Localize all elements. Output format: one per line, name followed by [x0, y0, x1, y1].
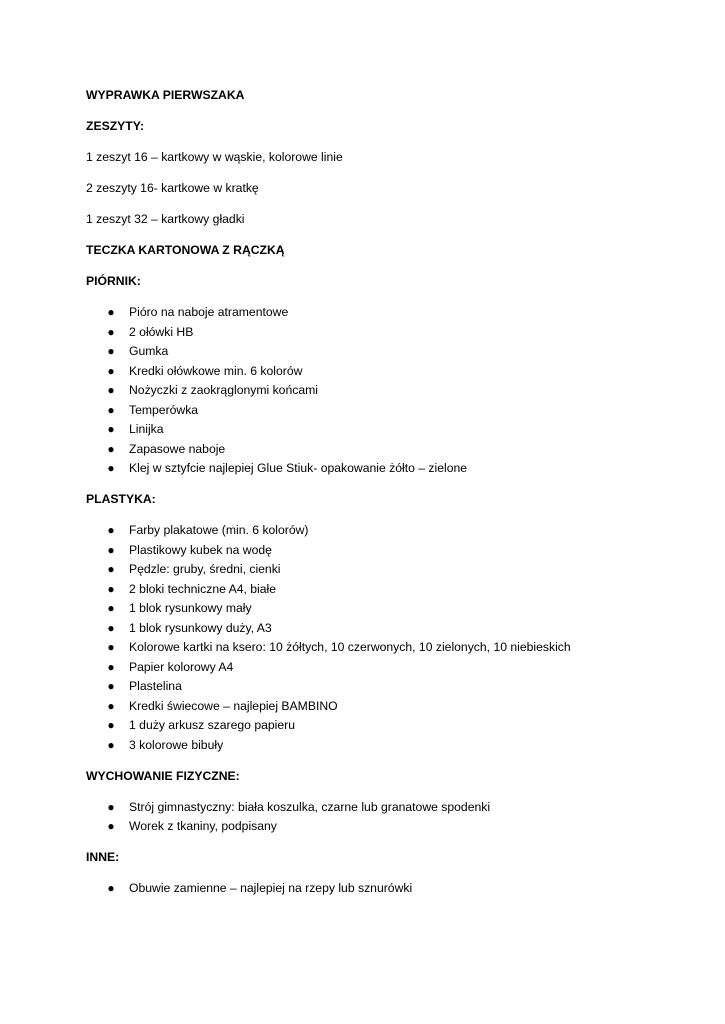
bullet-icon: ●	[107, 523, 115, 537]
bullet-icon: ●	[107, 422, 115, 436]
bullet-icon: ●	[107, 402, 115, 417]
document-title: WYPRAWKA PIERWSZAKA	[86, 88, 245, 102]
bullet-icon: ●	[107, 441, 115, 456]
list-item	[86, 401, 686, 421]
bullet-icon: ●	[107, 461, 115, 475]
bullet-icon: ●	[107, 679, 115, 693]
bullet-icon: ●	[107, 542, 115, 557]
bullet-icon: ●	[107, 324, 115, 339]
bullet-icon: ●	[107, 881, 115, 895]
list-item	[86, 619, 686, 639]
bullet-icon: ●	[107, 659, 115, 674]
list-item-text: Nożyczki z zaokrąglonymi końcami	[129, 383, 318, 397]
list-item-text: Gumka	[129, 344, 169, 358]
list-item-text: Papier kolorowy A4	[129, 659, 234, 674]
bullet-icon: ●	[107, 562, 115, 576]
document-content	[86, 86, 686, 910]
list-item	[86, 599, 686, 619]
list-item-text: 1 duży arkusz szarego papieru	[129, 718, 295, 732]
list-item	[86, 440, 686, 460]
bullet-icon: ●	[107, 718, 115, 732]
list-item	[86, 677, 686, 697]
bullet-icon: ●	[107, 581, 115, 596]
bullet-icon: ●	[107, 799, 115, 814]
list-item-text: 3 kolorowe bibuły	[129, 737, 224, 752]
notebook-item: 2 zeszyty 16- kartkowe w kratkę	[86, 181, 259, 195]
bullet-icon: ●	[107, 819, 115, 833]
bullet-icon: ●	[107, 698, 115, 713]
list-item	[86, 560, 686, 580]
bullet-icon: ●	[107, 601, 115, 615]
pencil-case-heading: PIÓRNIK:	[86, 274, 141, 288]
list-item	[86, 879, 686, 899]
art-heading: PLASTYKA:	[86, 492, 156, 506]
list-item	[86, 736, 686, 756]
list-item	[86, 817, 686, 837]
pencil-case-list	[86, 303, 686, 479]
list-item-text: 2 ołówki HB	[129, 324, 194, 339]
list-item	[86, 638, 686, 658]
pe-heading: WYCHOWANIE FIZYCZNE:	[86, 768, 240, 783]
bullet-icon: ●	[107, 640, 115, 654]
bullet-icon: ●	[107, 305, 115, 319]
list-item-text: Kredki ołówkowe min. 6 kolorów	[129, 363, 303, 378]
bullet-icon: ●	[107, 383, 115, 397]
list-item	[86, 459, 686, 479]
list-item	[86, 381, 686, 401]
list-item-text: Plastelina	[129, 679, 182, 693]
bullet-icon: ●	[107, 344, 115, 358]
list-item-text: Pióro na naboje atramentowe	[129, 305, 289, 319]
notebook-item: 1 zeszyt 16 – kartkowy w wąskie, kolorowe linie	[86, 150, 343, 164]
list-item-text: Farby plakatowe (min. 6 kolorów)	[129, 523, 309, 537]
list-item-text: Plastikowy kubek na wodę	[129, 542, 272, 557]
list-item	[86, 420, 686, 440]
list-item-text: Obuwie zamienne – najlepiej na rzepy lub sznurówki	[129, 881, 413, 895]
list-item-text: Kredki świecowe – najlepiej BAMBINO	[129, 698, 338, 713]
list-item-text: Pędzle: gruby, średni, cienki	[129, 562, 281, 576]
bullet-icon: ●	[107, 363, 115, 378]
list-item	[86, 658, 686, 678]
art-list	[86, 521, 686, 755]
list-item-text: Linijka	[129, 422, 164, 436]
list-item	[86, 362, 686, 382]
notebook-item: 1 zeszyt 32 – kartkowy gładki	[86, 212, 245, 226]
folder-heading: TECZKA KARTONOWA Z RĄCZKĄ	[86, 243, 285, 257]
list-item-text: 1 blok rysunkowy duży, A3	[129, 620, 272, 635]
other-list	[86, 879, 686, 899]
list-item-text: Worek z tkaniny, podpisany	[129, 819, 277, 833]
list-item	[86, 521, 686, 541]
list-item	[86, 580, 686, 600]
list-item-text: Strój gimnastyczny: biała koszulka, czarne lub granatowe spodenki	[129, 799, 491, 814]
list-item	[86, 342, 686, 362]
notebooks-heading: ZESZYTY:	[86, 119, 145, 133]
list-item-text: Klej w sztyfcie najlepiej Glue Stiuk- opakowanie żółto – zielone	[129, 461, 468, 475]
list-item	[86, 303, 686, 323]
list-item-text: Kolorowe kartki na ksero: 10 żółtych, 10 czerwonych, 10 zielonych, 10 niebieskich	[129, 640, 571, 654]
list-item	[86, 541, 686, 561]
list-item	[86, 798, 686, 818]
list-item-text: Zapasowe naboje	[129, 441, 226, 456]
bullet-icon: ●	[107, 620, 115, 635]
list-item-text: 1 blok rysunkowy mały	[129, 601, 252, 615]
list-item	[86, 716, 686, 736]
list-item	[86, 697, 686, 717]
pe-list	[86, 798, 686, 837]
list-item-text: Temperówka	[129, 402, 199, 417]
list-item	[86, 323, 686, 343]
list-item-text: 2 bloki techniczne A4, białe	[129, 581, 277, 596]
bullet-icon: ●	[107, 737, 115, 752]
other-heading: INNE:	[86, 850, 120, 864]
